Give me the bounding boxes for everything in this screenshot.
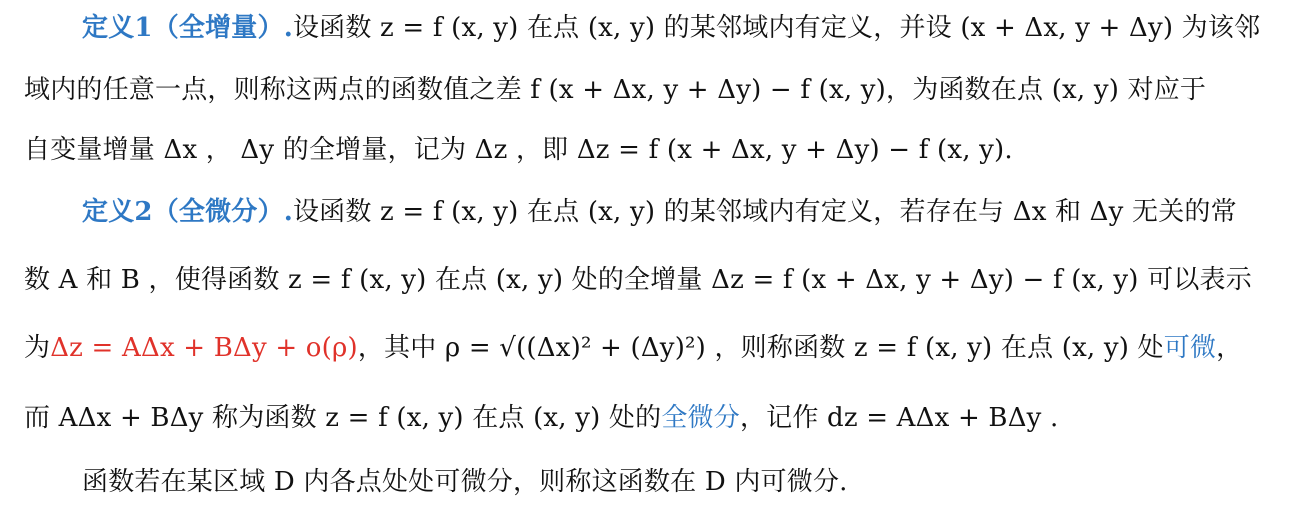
definition-1-line-3: 自变量增量 Δx ， Δy 的全增量，记为 Δz ，即 Δz = f (x + Δx, y + Δy) − f (x, y). — [24, 135, 1013, 165]
definition-2-text-1: 设函数 z = f (x, y) 在点 (x, y) 的某邻域内有定义，若存在与 Δx 和 Δy 无关的常 — [292, 197, 1237, 227]
term-differentiable: 可微 — [1163, 333, 1217, 363]
definition-1-line-2: 域内的任意一点，则称这两点的函数值之差 f (x + Δx, y + Δy) − f (x, y)，为函数在点 (x, y) 对应于 — [24, 75, 1207, 105]
definition-2-term: 定义2（全微分）. — [82, 197, 293, 227]
definition-1-term: 定义1（全增量）. — [82, 13, 293, 43]
differential-formula: Δz = AΔx + BΔy + o(ρ) — [50, 333, 358, 363]
definition-1-text-1: 设函数 z = f (x, y) 在点 (x, y) 的某邻域内有定义，并设 (x + Δx, y + Δy) 为该邻 — [292, 13, 1261, 43]
definition-2-line-3 — [24, 328, 1242, 368]
definition-2-line-3-end: ， — [1216, 333, 1243, 363]
definition-1-line-1 — [82, 8, 1260, 48]
definition-2-line-4 — [24, 398, 1059, 438]
closing-sentence: 函数若在某区域 D 内各点处处可微分，则称这函数在 D 内可微分. — [82, 467, 848, 497]
definition-2-line-1 — [82, 192, 1237, 232]
term-total-differential: 全微分 — [661, 403, 740, 433]
definition-2-line-4-end: ，记作 dz = AΔx + BΔy . — [739, 403, 1059, 433]
definition-2-line-2: 数 A 和 B ，使得函数 z = f (x, y) 在点 (x, y) 处的全增量 Δz = f (x + Δx, y + Δy) − f (x, y) 可以表示 — [24, 265, 1252, 295]
definition-2-line-3-prefix: 为 — [24, 333, 51, 363]
definition-2-line-3-middle: ，其中 ρ = √((Δx)² + (Δy)²) ，则称函数 z = f (x, y) 在点 (x, y) 处 — [357, 333, 1164, 363]
definition-2-line-4-prefix: 而 AΔx + BΔy 称为函数 z = f (x, y) 在点 (x, y) 处的 — [24, 403, 662, 433]
